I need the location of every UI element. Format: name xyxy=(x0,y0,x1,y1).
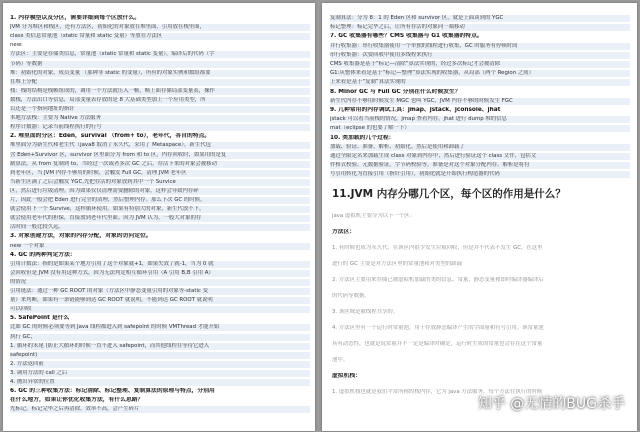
section-title: 5. SafePoint 是什么 xyxy=(10,315,70,322)
section-title: 10. 类加载的几个过程： xyxy=(330,134,395,141)
text-line: 制算法，从 from 复制到 to，当经过一次或者多次 GC 之后，存活下来的对象会被移动 xyxy=(10,161,310,168)
text-line: mat（eclipse 的也要了解一下） xyxy=(330,125,630,132)
text-line: java 虚拟机主要分为以下一个区： xyxy=(332,213,416,219)
text-line: 引用计数法：指的是如果某个地方引用了这个对象就+1，如果失效了就-1，当为 0 就 xyxy=(10,261,310,268)
text-line: 比如 GC 的时候必须要等到 Java 线程都进入到 safepoint 的时候 VMThread 才能开始 xyxy=(10,324,310,331)
text-line: 就会使用老年代的担保，直接放到老年代里面。因为 JVM 认为，一般大对象的存 xyxy=(10,215,310,222)
section-title: 1. 内存模型以及分区，需要详细到每个区放什么。 xyxy=(10,15,140,21)
section-title: 7. GC 收集器有哪些？CMS 收集器与 G1 收集器的特点。 xyxy=(330,33,483,40)
section-title: 方法区： xyxy=(332,229,356,235)
text-line: 号引用转化为直接引用（指针引用），初始化就是开始执行构造器的代码 xyxy=(330,171,630,178)
text-line: 2. 方法区主要用来存储已被虚拟机加载的类的信息、常量、静态变量和即时编译器编译后 xyxy=(332,277,544,283)
text-line: 含 Eden+Survivor 区，survivor 区里面分为 from 和 to 区，内存回收时，如果用的是复 xyxy=(10,152,310,159)
text-line: new 一个对象 xyxy=(10,243,310,250)
text-line: 通过全限定名来加载生成 class 对象到内存中，然后进行验证这个 class 文件，包括文 xyxy=(330,153,630,160)
text-line: 1. 有时候也成为永久代，在该区内很少发生垃圾回收，但是并不代表不发生 GC，在这里 xyxy=(332,245,543,251)
text-line: 池中。 xyxy=(332,357,349,363)
text-line: 复制算法：分为 8：1 的 Eden 区和 survivor 区，就是上面谈到的 YGC xyxy=(330,15,630,22)
text-line: G1:从整体来看是基于“标记—整理”算法实现的收集器，从局部（两个 Region 之间） xyxy=(330,70,630,77)
text-line: 1. 循环的末尾 (防止大循环的时候一直不进入 safepoint，而其他线程在等待它进入 xyxy=(10,343,310,350)
text-line: new: xyxy=(10,42,23,49)
text-line: 4. 抛出异常的位置 xyxy=(10,379,310,386)
text-line: JVM 分为堆区和栈区，还有方法区，初始化的对象放在堆里面，引用放在栈里面， xyxy=(10,24,310,31)
section-title: 2. 堆里面的分区：Eden，survival （from+ to），老年代，各自的特点。 xyxy=(10,133,211,140)
text-line: 上来看是基于“复制”算法实现的 xyxy=(330,79,630,86)
section-heading: 11.JVM 内存分哪几个区，每个区的作用是什么？ xyxy=(332,188,566,200)
text-line: 并行收集器：串行收集器使用一个单独的线程进行收集，GC 时服务有停顿时间 xyxy=(330,43,630,50)
text-line: 量）来判断，如果有一条链能够到达 GC ROOT 就说明，不能到达 GC ROOT 就说明 xyxy=(10,297,310,304)
text-line: safepoint) xyxy=(10,352,310,359)
text-line: 堆里面分为新生代和老生代（java8 取消了永久代，采用了 Metaspace），新生代包 xyxy=(10,142,310,149)
text-line: 执行 GC， xyxy=(10,334,310,341)
text-line: 数栈，方法出口等信息，局部变量表存放的是 8 大基础类型加上一个应用类型，所 xyxy=(10,97,310,104)
text-line: 就会使用下一个 Survive，这样循环使用。如果有特别大的对象，新生代放不下， xyxy=(10,206,310,213)
text-line: 进行的 GC 主要是对方法区里的常量池和对类型的卸载 xyxy=(332,261,462,267)
text-line: class 类信息常量池（static 常量和 static 变量）等放在方法区 xyxy=(10,33,310,40)
section-title: 4. GC 的两种判定方法： xyxy=(10,251,76,258)
right-document-page xyxy=(322,3,637,431)
text-line: 当新生区满了之后会触发 YGC,先把存活的对象放到其中一个 Survice xyxy=(10,179,310,186)
text-line: 在堆上分配 xyxy=(10,79,310,86)
text-line: 3. 该区域是被线程共享的。 xyxy=(332,309,399,315)
text-line: 会回收但是 JVM 没有用这种方式，因为无法判定相互循环引用（A 引用 B,B 引用 A） xyxy=(10,270,310,277)
text-line: 节码）等数据 xyxy=(10,61,310,68)
text-line: 具有动态性，也就是说常量并不一定是编译时确定，运行时生成的常量也会存在这个常量 xyxy=(332,341,543,347)
text-line: 方法区：主要是存储类信息，常量池（static 常量和 static 变量），编译后的代码（字 xyxy=(10,51,310,58)
text-line: 片，因此一般会把 Eden 进行完全的清理，然后整理内存。那么下次 GC 的时候， xyxy=(10,197,310,204)
text-line: 件格式校验、元数据验证，字节码校验等。准备是对这个对象分配内存。解析是将符 xyxy=(330,162,630,169)
text-line: 可以回收 xyxy=(10,306,310,313)
text-line: 程序计数器：记录当前线程执行的行号 xyxy=(10,124,310,131)
text-line: 以还是一个指向地址的指针 xyxy=(10,106,310,113)
text-line: 加载、验证、准备、解析、初始化。然后是使用和卸载了 xyxy=(330,144,630,151)
text-line: 标记整理：标记完毕之后，让所有存活的对象向一端移动 xyxy=(330,24,630,31)
text-line: 引用链法：通过一种 GC ROOT 的对象（方法区中静态变量引用的对象等-static 变 xyxy=(10,288,310,295)
text-line: 的代码等数据。 xyxy=(332,293,370,299)
text-line: 栈：栈的结构是栈帧组成的，调用一个方法就压入一帧，帧上面存储局部变量表，操作 xyxy=(10,88,310,95)
section-title: 虚拟机栈： xyxy=(332,373,361,379)
section-title: 3. 对象创建方法，对象的内存分配，对象的访问定位。 xyxy=(10,233,152,240)
section-title: 在什么地方，如果让你优化收集方法，有什么思路？ xyxy=(10,397,144,404)
text-line: jstack 可以看当前栈的情况，jmap 查看内存，jhat 进行 dump 堆的信息 xyxy=(330,116,630,123)
text-line: 到老年区，当 JVM 内存不够用的时候，会触发 Full GC，清理 JVM 老年区 xyxy=(10,170,310,177)
text-line: 的情况 xyxy=(10,279,310,286)
section-title: 9. 几种常用的内存调试工具：jmap、jstack、jconsole、jhat xyxy=(330,107,501,113)
text-line: 本地方法栈：主要为 Native 方法服务 xyxy=(10,115,310,122)
watermark-text: 知乎 @无情的BUG杀手 xyxy=(477,396,625,412)
text-line: 1. 虚拟机栈也就是我们平常所称的栈内存，它为 java 方法服务，每个方法在执行的时候 xyxy=(332,389,543,395)
text-line: 3. 调用方法的 call 之后 xyxy=(10,370,310,377)
section-title: 6. GC 的三种收集方法：标记清除、标记整理、复制算法的原理与特点，分别用 xyxy=(10,388,215,395)
text-line: 串行收集器：次要回收中使用多线程来执行 xyxy=(330,52,630,59)
text-line: CMS 收集器是基于“标记—清除”算法实现的，经过多次标记才会被清除 xyxy=(330,61,630,68)
text-line: 堆：初始化的对象，成员变量 （那种非 static 的变量），所有的对象实例和数组都要 xyxy=(10,70,310,77)
text-line: 新生代内存不够用时候发生 MGC 也叫 YGC，JVM 内存不够的时候发生 FGC xyxy=(330,98,630,105)
section-title: 8. Minor GC 与 Full GC 分别在什么时候发生？ xyxy=(330,88,461,95)
left-document-page xyxy=(3,3,315,431)
text-line: 先标记，标记完毕之后再清除，效率不高，会产生碎片 xyxy=(10,406,310,413)
text-line: 活时间一般比较久远。 xyxy=(10,224,310,231)
text-line: 2. 方法返回前 xyxy=(10,361,310,368)
text-line: 区，然后进行垃圾清理。因为如果仅仅清理需要删除的对象，这样会导致内存碎 xyxy=(10,188,310,195)
text-line: 4. 方法区里有一个运行时常量池，用于存放静态编译产生的字面量和符号引用。该常量池 xyxy=(332,325,544,331)
